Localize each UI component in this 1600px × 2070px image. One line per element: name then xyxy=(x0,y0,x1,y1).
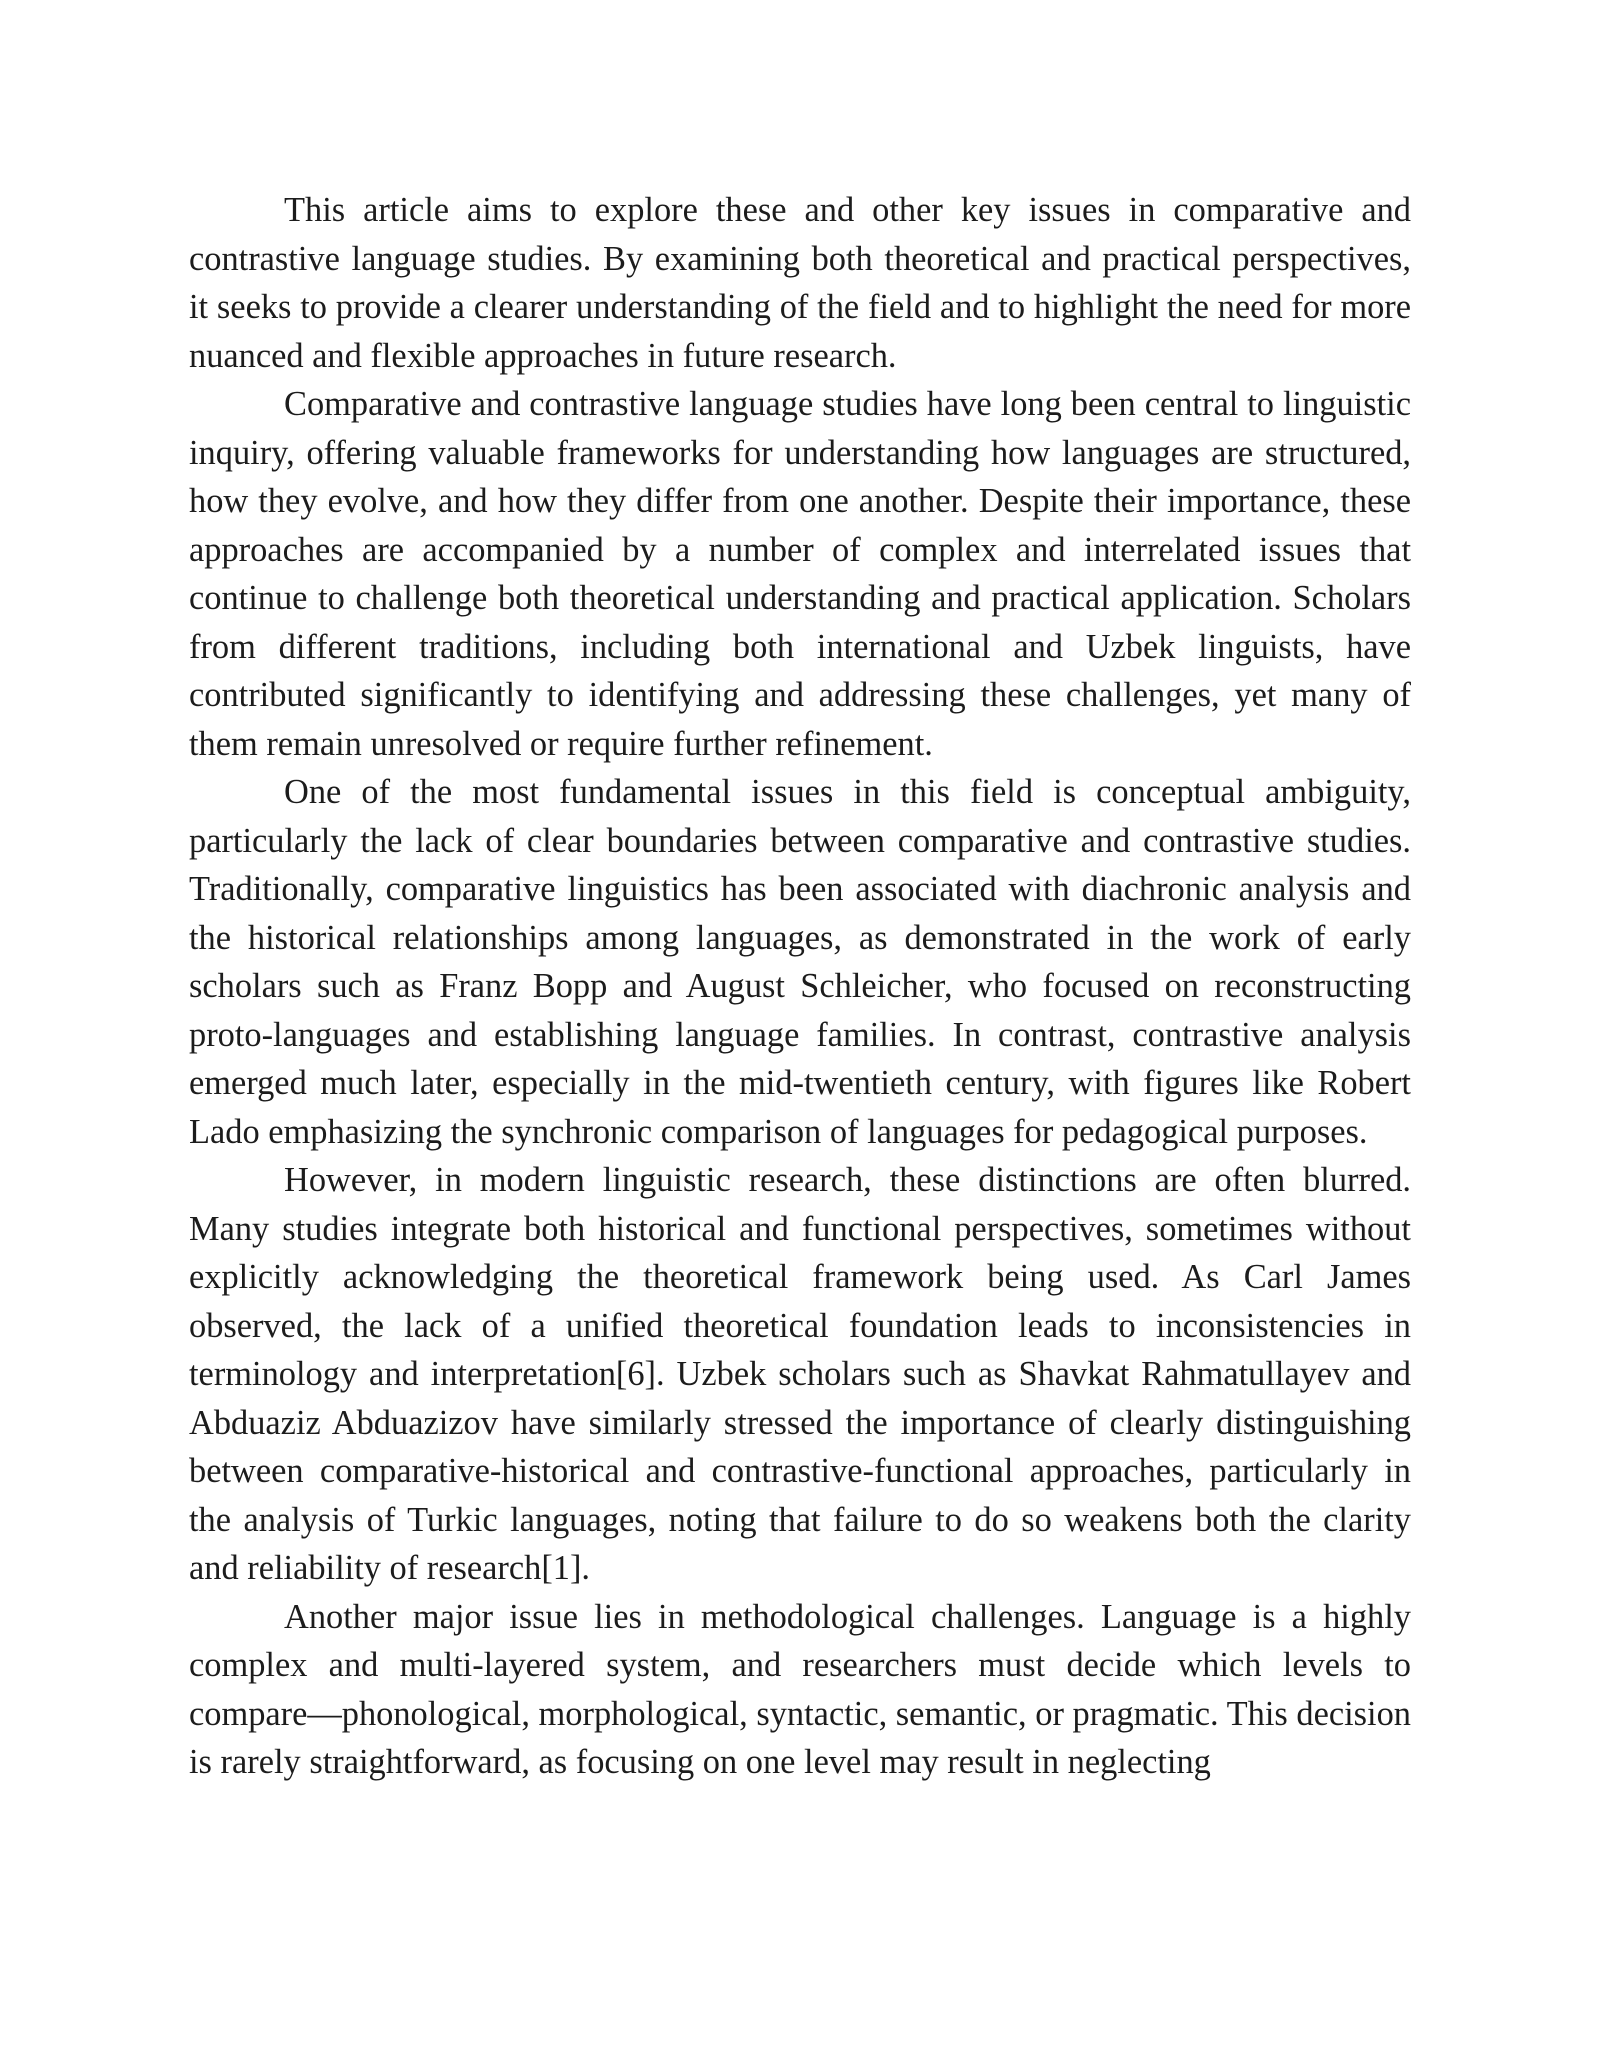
paragraph-blurred-distinctions: However, in modern linguistic research, these distinctions are often blurred. Many studies integrate both historical and functional perspectives, sometimes without explicitly acknowledging the theoretical framework being used. As Carl James observed, the lack of a unified theoretical foundation leads to inconsistencies in terminology and interpretation[6]. Uzbek scholars such as Shavkat Rahmatullayev and Abduaziz Abduazizov have similarly stressed the importance of clearly distinguishing between comparative-historical and contrastive-functional approaches, particularly in the analysis of Turkic languages, noting that failure to do so weakens both the clarity and reliability of research[1]. xyxy=(189,1161,1411,1587)
paragraph-background: Comparative and contrastive language studies have long been central to linguistic inquiry, offering valuable frameworks for understanding how languages are structured, how they evolve, and how they differ from one another. Despite their importance, these approaches are accompanied by a number of complex and interrelated issues that continue to challenge both theoretical understanding and practical application. Scholars from different traditions, including both international and Uzbek linguists, have contributed significantly to identifying and addressing these challenges, yet many of them remain unresolved or require further refinement. xyxy=(189,385,1411,763)
paragraph-conceptual-ambiguity: One of the most fundamental issues in this field is conceptual ambiguity, particularly the lack of clear boundaries between comparative and contrastive studies. Traditionally, comparative linguistics has been associated with diachronic analysis and the historical relationships among languages, as demonstrated in the work of early scholars such as Franz Bopp and August Schleicher, who focused on reconstructing proto-languages and establishing language families. In contrast, contrastive analysis emerged much later, especially in the mid-twentieth century, with figures like Robert Lado emphasizing the synchronic comparison of languages for pedagogical purposes. xyxy=(189,773,1411,1151)
paragraph-methodological-challenges: Another major issue lies in methodological challenges. Language is a highly complex and multi-layered system, and researchers must decide which levels to compare—phonological, morphological, syntactic, semantic, or pragmatic. This decision is rarely straightforward, as focusing on one level may result in neglecting xyxy=(189,1597,1411,1781)
body-text xyxy=(189,186,1411,1787)
paragraph-intro: This article aims to explore these and other key issues in comparative and contrastive language studies. By examining both theoretical and practical perspectives, it seeks to provide a clearer understanding of the field and to highlight the need for more nuanced and flexible approaches in future research. xyxy=(189,191,1411,375)
